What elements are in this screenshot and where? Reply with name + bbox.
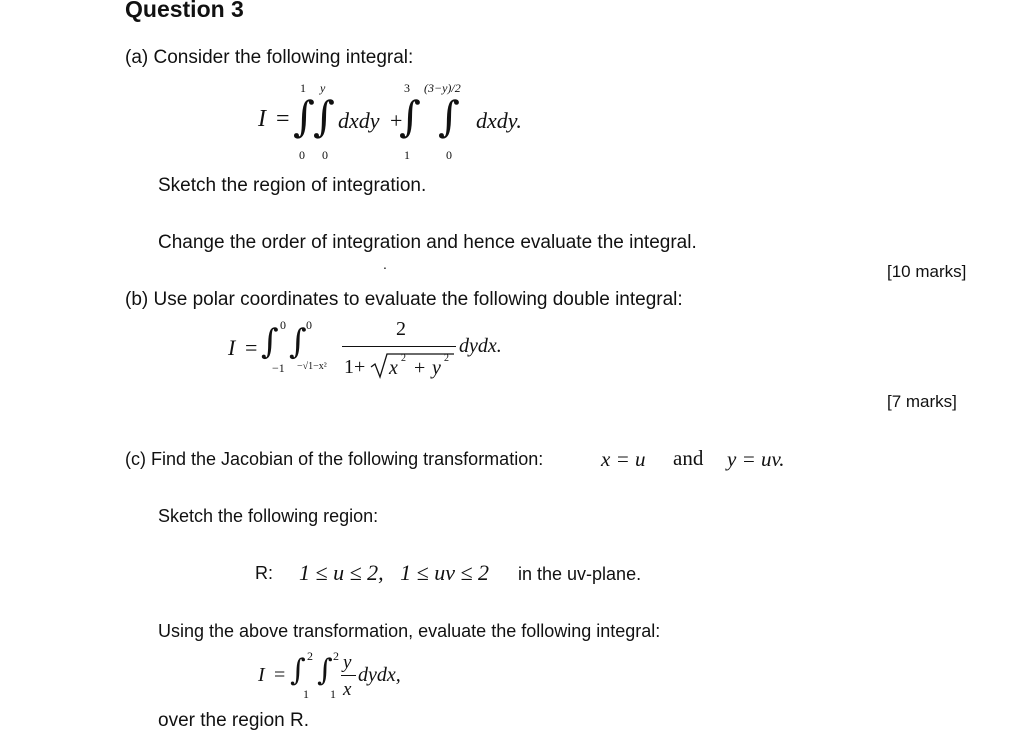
part-c-sketch: Sketch the following region: <box>158 506 379 526</box>
eq-a-plus: + <box>390 108 403 133</box>
radical-sign <box>370 352 454 380</box>
eq-c-equals: = <box>274 664 286 686</box>
part-a-change-order: Change the order of integration and hence evaluate the integral. <box>158 232 697 253</box>
eq-b-diff: dydx. <box>459 335 502 357</box>
eq-b-den-y: y <box>432 357 441 379</box>
region-label: R: <box>255 563 273 583</box>
eq-c-diff: dydx, <box>358 664 401 686</box>
part-a-marks: [10 marks] <box>887 262 967 281</box>
integral-sign: ∫ <box>289 322 307 362</box>
region-inequality: 1 ≤ u ≤ 2, 1 ≤ uv ≤ 2 <box>299 560 490 585</box>
eq-a-int4-upper: (3−y)/2 <box>424 81 461 95</box>
eq-b-den-x: x <box>389 357 398 379</box>
eq-b-equals: = <box>245 335 258 360</box>
part-b-intro: (b) Use polar coordinates to evaluate the following double integral: <box>125 289 683 310</box>
eq-a-i: I <box>258 106 266 132</box>
stray-dot: . <box>383 256 387 272</box>
eq-b-den-y-exp: 2 <box>444 353 449 364</box>
integral-sign: ∫ <box>290 653 306 688</box>
eq-c-num: y <box>343 652 352 673</box>
eq-c-i: I <box>258 664 265 686</box>
integral-sign: ∫ <box>261 322 279 362</box>
eq-a-diff2: dxdy. <box>476 108 522 133</box>
fraction-bar <box>341 675 356 676</box>
integral-sign: ∫ <box>293 92 315 141</box>
eq-a-equals: = <box>276 106 290 132</box>
part-c-intro: (c) Find the Jacobian of the following transformation: <box>125 449 544 469</box>
eq-b-den-x-exp: 2 <box>401 353 406 364</box>
eq-c-outer-upper: 2 <box>307 649 313 663</box>
eq-b-outer-upper: 0 <box>280 318 286 332</box>
eq-a-int3-upper: 3 <box>404 81 410 95</box>
eq-a-int1-upper: 1 <box>300 81 306 95</box>
integral-sign: ∫ <box>399 92 421 141</box>
question-title: Question 3 <box>125 0 244 22</box>
eq-a-int2-upper: y <box>320 81 326 95</box>
eq-c-inner-lower: 1 <box>330 687 336 701</box>
eq-b-den-plus: + <box>414 357 426 379</box>
fraction-bar <box>342 346 456 347</box>
integral-sign: ∫ <box>313 92 335 141</box>
eq-a-int4-lower: 0 <box>446 148 452 162</box>
region-plane: in the uv-plane. <box>518 564 642 584</box>
part-c-using: Using the above transformation, evaluate the following integral: <box>158 621 661 641</box>
transform-and: and <box>673 446 704 470</box>
integral-sign: ∫ <box>438 92 460 141</box>
eq-a-int3-lower: 1 <box>404 148 410 162</box>
eq-b-inner-lower: −√1−x² <box>297 361 327 372</box>
part-a-intro: (a) Consider the following integral: <box>125 47 414 68</box>
eq-c-inner-upper: 2 <box>333 649 339 663</box>
eq-a-int1-lower: 0 <box>299 148 305 162</box>
eq-a-diff1: dxdy <box>338 108 380 133</box>
eq-b-numerator: 2 <box>396 318 406 340</box>
eq-b-inner-upper: 0 <box>306 318 312 332</box>
eq-c-outer-lower: 1 <box>303 687 309 701</box>
eq-b-den-one: 1+ <box>344 356 366 378</box>
eq-a-int2-lower: 0 <box>322 148 328 162</box>
eq-b-outer-lower: −1 <box>272 361 285 375</box>
part-c-over: over the region R. <box>158 710 310 731</box>
eq-c-den: x <box>343 679 352 700</box>
transform-y: y = uv. <box>727 447 785 471</box>
eq-b-i: I <box>228 335 236 360</box>
integral-sign: ∫ <box>317 653 333 688</box>
transform-x: x = u <box>601 447 646 471</box>
part-a-sketch: Sketch the region of integration. <box>158 175 427 196</box>
part-b-marks: [7 marks] <box>887 392 957 411</box>
